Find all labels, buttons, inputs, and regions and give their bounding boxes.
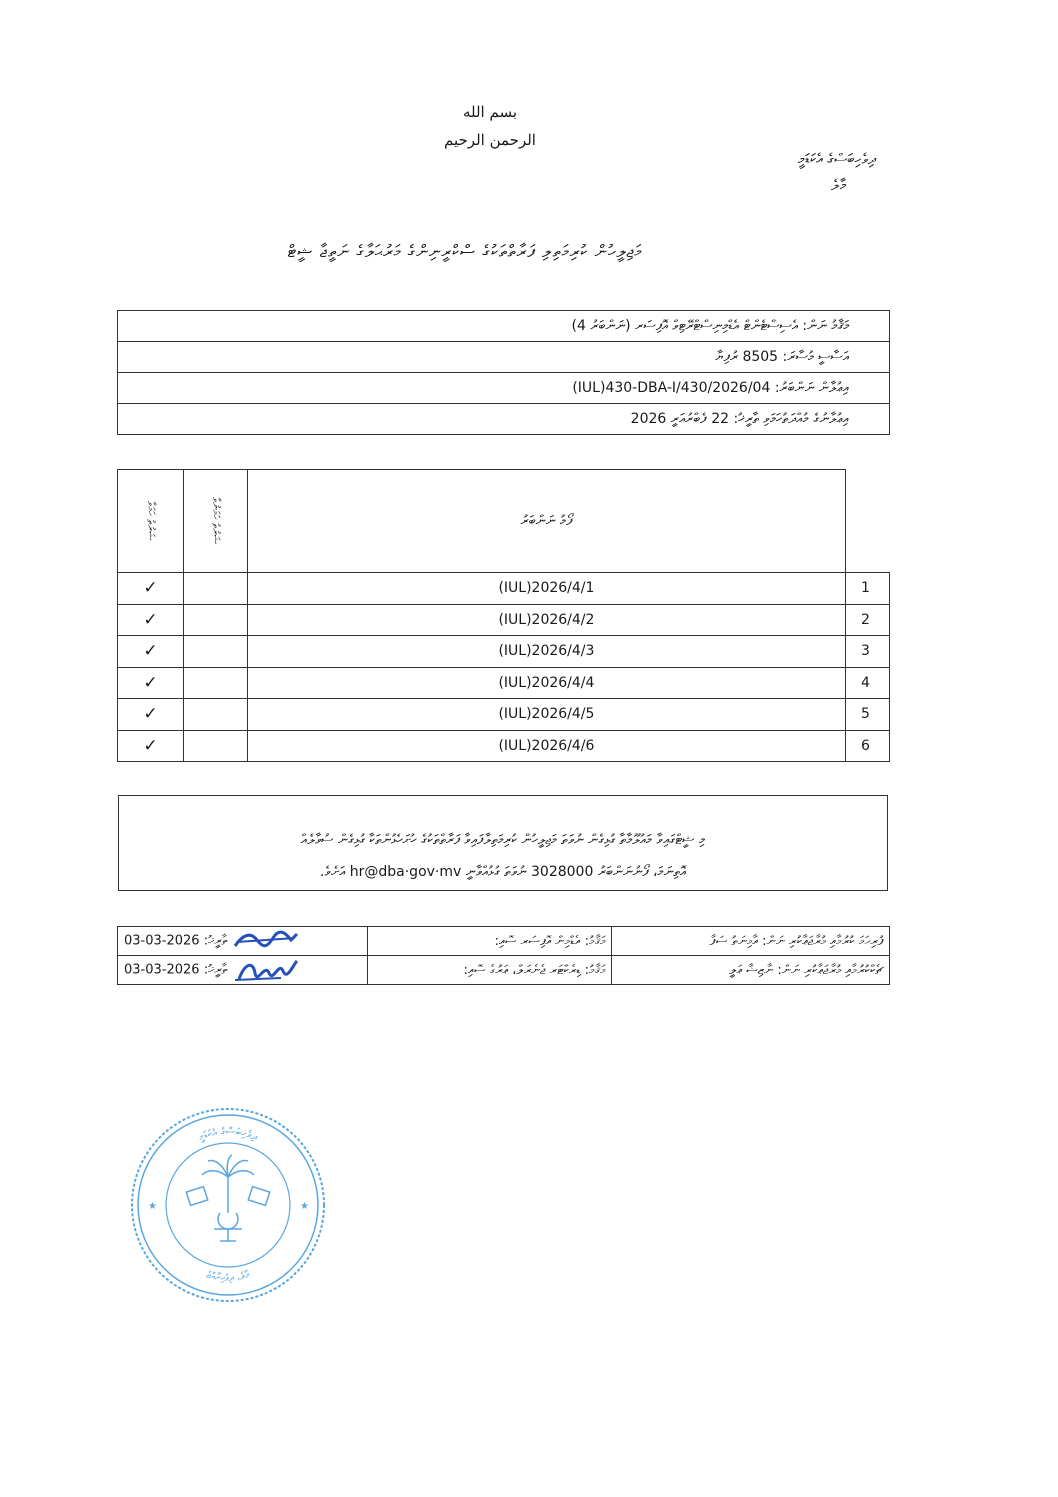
eligible-mark: ✓	[118, 730, 184, 762]
form-ref: (IUL)2026/4/3	[247, 636, 845, 668]
signature-row-prepared	[118, 927, 890, 956]
signer-position-cell	[367, 956, 612, 985]
deadline-date: އިޢުލާނުގެ މުއްދަތުހަމަވި ތާރީޚު: 22 ފެބްރުއަރީ 2026	[118, 404, 890, 435]
sign-date: 03-03-2026	[124, 962, 200, 978]
form-ref: (IUL)2026/4/4	[247, 667, 845, 699]
eligible-mark: ✓	[118, 573, 184, 605]
seal-top-text: ދިވެހިބަސްގެ އެކަޑަމީ	[196, 1124, 260, 1144]
form-ref: (IUL)2026/4/6	[247, 730, 845, 762]
sign-date: 03-03-2026	[124, 933, 200, 949]
notice-line-1: މި ޝީޓްގައިވާ މައުލޫމާތާ ގުޅިގެން ނުވަތަ މަޖިލީހުން ކުރިމަތިލާފައިވާ ފަރާތްތަކުގެ ހުށަހެޅުންތަކާ ގުޅިގެން ސުވާލެއް	[300, 832, 706, 848]
signer-position: މަޤާމު: ޑިރެކްޓަރ ޖެނެރަލް، ޢަރުގެ	[489, 962, 606, 978]
table-row	[118, 573, 890, 605]
row-number: 4	[846, 667, 890, 699]
organization-name: ދިވެހިބަސްގެ އެކަޑަމީ	[798, 150, 876, 168]
svg-text:★: ★	[148, 1201, 157, 1212]
eligible-mark: ✓	[118, 667, 184, 699]
info-row-announcement	[118, 373, 890, 404]
not-eligible-mark	[183, 730, 247, 762]
sign-date-label: ތާރީޚު:	[203, 933, 228, 949]
svg-text:ދިވެހިބަސްގެ އެކަޑަމީ	[197, 1125, 261, 1145]
eligible-mark: ✓	[118, 699, 184, 731]
info-row-deadline	[118, 404, 890, 435]
organization-city: މާލެ	[831, 176, 846, 194]
list-header-row	[118, 470, 890, 573]
table-row	[118, 730, 890, 762]
header-eligible: ޝަރުތު ހަމަވާ	[118, 470, 184, 573]
bismillah: بسم الله الرحمن الرحيم	[444, 103, 536, 149]
not-eligible-mark	[183, 667, 247, 699]
sign-date-cell	[118, 927, 368, 956]
signer-position-cell	[367, 927, 612, 956]
signer-role-name: ޗެކްކުރުމާއި މުރާޖަޢާކުރި ނަން: ނާޒިޝާ ޢަލީ	[612, 956, 890, 985]
row-number: 2	[846, 604, 890, 636]
table-row	[118, 667, 890, 699]
official-seal-icon	[128, 1105, 328, 1305]
applicant-list-table	[117, 469, 890, 762]
info-row-salary	[118, 342, 890, 373]
not-eligible-mark	[183, 699, 247, 731]
header-index	[846, 470, 890, 573]
svg-text:މާލެ، ދިވެހިރާއްޖެ	[205, 1269, 252, 1284]
phone-number: 3028000	[531, 864, 594, 880]
announcement-number	[118, 373, 890, 404]
row-number: 6	[846, 730, 890, 762]
row-number: 1	[846, 573, 890, 605]
organization-header	[636, 146, 876, 198]
signature-2-icon	[231, 959, 301, 981]
header-not-eligible: ޝަރުތު ހަމަނުވާ	[183, 470, 247, 573]
form-ref: (IUL)2026/4/2	[247, 604, 845, 636]
sign-date-label: ތާރީޚު:	[203, 962, 228, 978]
signature-1-icon	[231, 930, 301, 952]
signer-position: މަޤާމު: އެޑްމިން އޮފިސަރ	[520, 933, 606, 949]
table-row	[118, 604, 890, 636]
eligible-mark: ✓	[118, 636, 184, 668]
header-form-number: ފޯމު ނަންބަރު	[247, 470, 845, 573]
table-row	[118, 636, 890, 668]
svg-text:★: ★	[300, 1201, 309, 1212]
sign-label: ސޮއި:	[463, 962, 486, 978]
form-ref: (IUL)2026/4/5	[247, 699, 845, 731]
eligible-mark: ✓	[118, 604, 184, 636]
signer-role-name: ފުރިހަމަ ކުރުމާއި މުރާޖަޢާކުރި ނަން: އާމިނަތު ސަފާ	[612, 927, 890, 956]
notice-line-2: އޮތިނަމަ، ފޯނުނަންބަރު 3028000 ނުވަތަ ގުޅުއްވާނީ hr@dba·gov·mv އަށެވެ.	[320, 864, 686, 880]
signature-row-checked	[118, 956, 890, 985]
announcement-label: އިޢުލާން ނަންބަރު:	[774, 380, 849, 396]
basic-salary: އަސާސީ މުސާރަ: 8505 ރުފިޔާ	[118, 342, 890, 373]
row-number: 5	[846, 699, 890, 731]
not-eligible-mark	[183, 636, 247, 668]
table-row	[118, 699, 890, 731]
not-eligible-mark	[183, 573, 247, 605]
info-row-position	[118, 311, 890, 342]
form-ref: (IUL)2026/4/1	[247, 573, 845, 605]
contact-notice	[118, 795, 888, 891]
signature-table	[117, 926, 890, 985]
position-name: މަޤާމު ނަން: އެސިސްޓެންޓް އެޑްމިނިސްޓްރޭޓިވް އޮފިސަރ (ނަންބަރު 4)	[118, 311, 890, 342]
announcement-value: (IUL)430-DBA-I/430/2026/04	[572, 380, 771, 396]
email-address: hr@dba·gov·mv	[349, 864, 462, 880]
sign-label: ސޮއި:	[494, 933, 517, 949]
row-number: 3	[846, 636, 890, 668]
job-info-table	[117, 310, 890, 435]
seal-bottom-text: މާލެ، ދިވެހިރާއްޖެ	[204, 1269, 252, 1285]
not-eligible-mark	[183, 604, 247, 636]
document-title: މަޖިލީހުން ކުރިމަތިލި ފަރާތްތަކުގެ ސްކްރީނިންގެ މަރުޙަލާގެ ނަތީޖާ ޝީޓް	[287, 242, 643, 262]
sign-date-cell	[118, 956, 368, 985]
